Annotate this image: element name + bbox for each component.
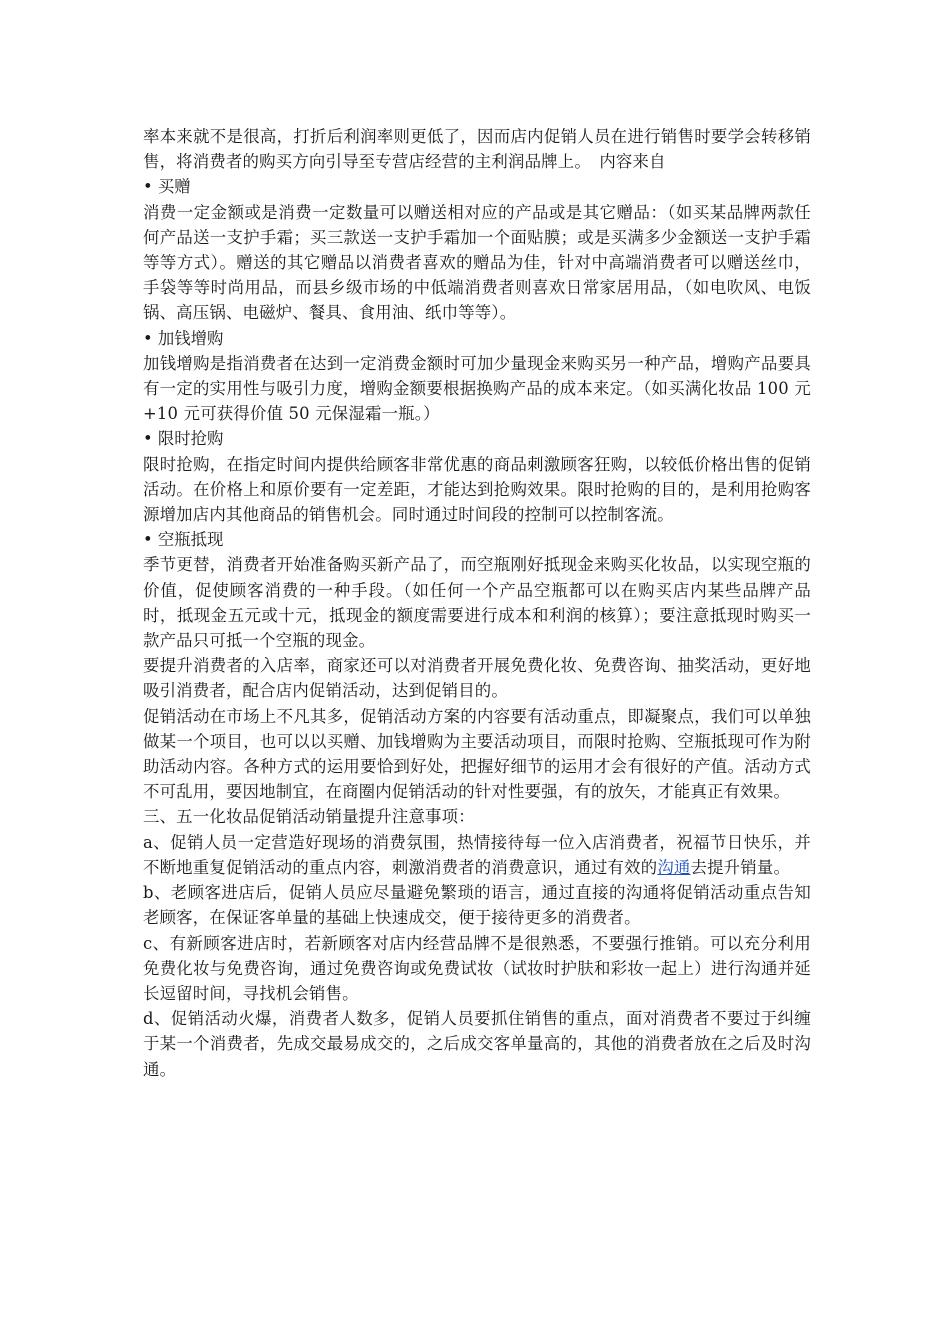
- item-a-text: a、促销人员一定营造好现场的消费氛围，热情接待每一位入店消费者，祝福节日快乐，并不断地重复促销活动的重点内容，刺激消费者的消费意识，通过有效的: [143, 832, 811, 877]
- communication-link[interactable]: 沟通: [657, 857, 691, 877]
- item-a-tail: 去提升销量。: [690, 857, 791, 877]
- paragraph-store-traffic: 要提升消费者的入店率，商家还可以对消费者开展免费化妆、免费咨询、抽奖活动，更好地吸引消费者，配合店内促销活动，达到促销目的。: [143, 656, 811, 701]
- section-heading-empty-bottle: • 空瓶抵现: [143, 530, 224, 550]
- section-body-flash-sale: 限时抢购，在指定时间内提供给顾客非常优惠的商品刺激顾客狂购，以较低价格出售的促销活动。在价格上和原价要有一定差距，才能达到抢购效果。限时抢购的目的，是利用抢购客源增加店内其他商品的销售机会。同时通过时间段的控制可以控制客流。: [143, 454, 811, 525]
- section-heading-flash-sale: • 限时抢购: [143, 429, 224, 449]
- item-b: b、老顾客进店后，促销人员应尽量避免繁琐的语言，通过直接的沟通将促销活动重点告知老顾客，在保证客单量的基础上快速成交，便于接待更多的消费者。: [143, 883, 811, 928]
- item-d: d、促销活动火爆，消费者人数多，促销人员要抓住销售的重点，面对消费者不要过于纠缠于某一个消费者，先成交最易成交的，之后成交客单量高的，其他的消费者放在之后及时沟通。: [143, 1009, 811, 1079]
- section-body-gift: 消费一定金额或是消费一定数量可以赠送相对应的产品或是其它赠品：（如买某品牌两款任何产品送一支护手霜；买三款送一支护手霜加一个面贴膜；或是买满多少金额送一支护手霜等等方式）。赠送的其它赠品以消费者喜欢的赠品为佳，针对中高端消费者可以赠送丝巾，手袋等等时尚用品，而县乡级市场的中低端消费者则喜欢日常家居用品，（如电吹风、电饭锅、高压锅、电磁炉、餐具、食用油、纸巾等等）。: [143, 202, 811, 323]
- item-c: c、有新顾客进店时，若新顾客对店内经营品牌不是很熟悉，不要强行推销。可以充分利用免费化妆与免费咨询，通过免费咨询或免费试妆（试妆时护肤和彩妆一起上）进行沟通并延长逗留时间，寻找机会销售。: [143, 933, 811, 1003]
- item-a: [143, 830, 811, 880]
- paragraph-promotion-focus: 促销活动在市场上不凡其多，促销活动方案的内容要有活动重点，即凝聚点，我们可以单独做某一个项目，也可以以买赠、加钱增购为主要活动项目，而限时抢购、空瓶抵现可作为附助活动内容。各种方式的运用要恰到好处，把握好细节的运用才会有很好的产值。活动方式不可乱用，要因地制宜，在商圈内促销活动的针对性要强，有的放矢，才能真正有效果。: [143, 706, 811, 802]
- intro-paragraph: 率本来就不是很高，打折后利润率则更低了，因而店内促销人员在进行销售时要学会转移销售，将消费者的购买方向引导至专营店经营的主利润品牌上。 内容来自: [143, 127, 811, 172]
- document-page: [143, 124, 811, 1082]
- section-heading-add-purchase: • 加钱增购: [143, 328, 224, 348]
- section-three-title: 三、五一化妆品促销活动销量提升注意事项：: [143, 807, 475, 827]
- section-body-add-purchase: 加钱增购是指消费者在达到一定消费金额时可加少量现金来购买另一种产品，增购产品要具有一定的实用性与吸引力度，增购金额要根据换购产品的成本来定。（如买满化妆品 100 元+10 元可获得价值 50 元保湿霜一瓶。）: [143, 353, 811, 424]
- section-heading-gift: • 买赠: [143, 177, 191, 197]
- section-body-empty-bottle: 季节更替，消费者开始准备购买新产品了，而空瓶刚好抵现金来购买化妆品，以实现空瓶的价值，促使顾客消费的一种手段。（如任何一个产品空瓶都可以在购买店内某些品牌产品时，抵现金五元或十元，抵现金的额度需要进行成本和利润的核算）；要注意抵现时购买一款产品只可抵一个空瓶的现金。: [143, 555, 811, 651]
